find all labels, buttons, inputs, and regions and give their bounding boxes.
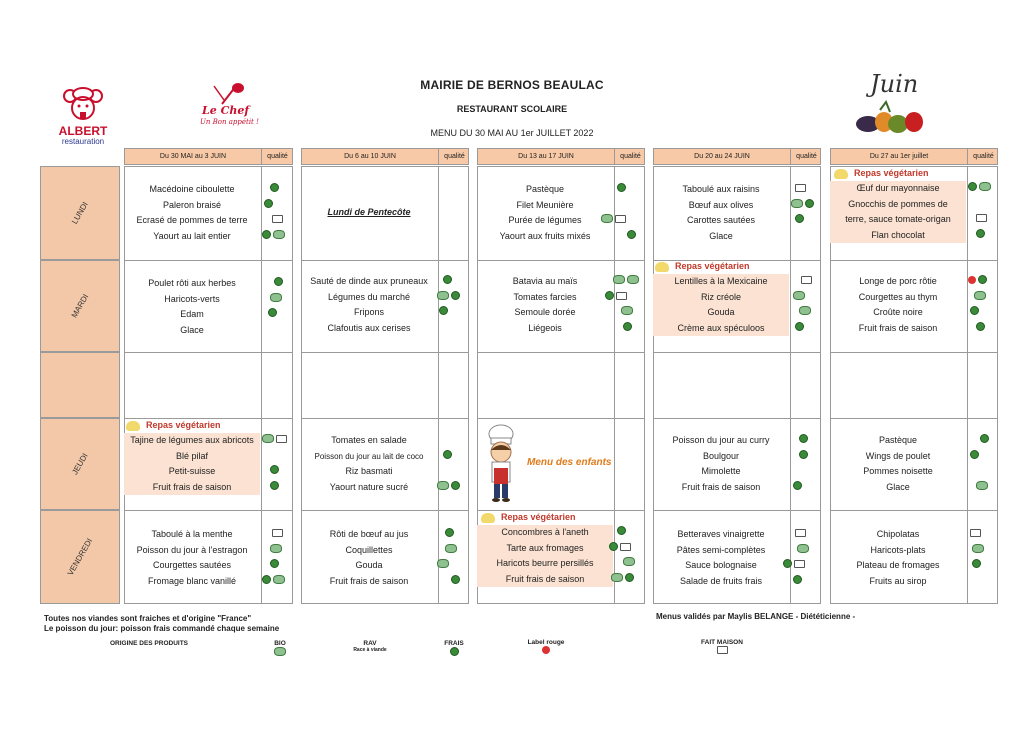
legend-rav-sub: Race à viande [353,647,387,653]
frais-icon [264,199,273,208]
fait-maison-icon [795,184,806,192]
menu-item: Semoule dorée [514,307,576,317]
menu-item: Carottes sautées [686,215,756,225]
albert-name: ALBERT [58,124,108,138]
menu-item: Clafoutis aux cerises [327,322,411,333]
day-vendredi [40,510,120,604]
menu-item: Plateau de fromages [856,560,940,570]
fait-maison-icon [276,435,287,443]
frais-icon [445,528,454,537]
menu-item: Crème aux spéculoos [653,321,789,337]
w1-lundi [124,182,293,244]
frais-icon [968,182,977,191]
menu-item: Croûte noire [873,307,923,317]
week2-quality-label: qualité [438,149,470,165]
w3-veg-label: Repas végétarien [481,512,576,523]
frais-icon [274,277,283,286]
menu-item: Tomates en salade [331,435,407,445]
w3-lundi [477,182,645,244]
bio-icon [976,481,988,490]
w4-jeudi [653,433,821,495]
legend-origin-title: ORIGINE DES PRODUITS [110,640,189,647]
frais-icon [617,526,626,535]
menu-item: Chipolatas [876,529,920,539]
bio-icon [611,573,623,582]
week3-header [477,148,645,165]
menu-item: Fruit frais de saison [329,575,409,586]
frais-icon [443,275,452,284]
fait-maison-icon [970,529,981,537]
menu-item: Poulet rôti aux herbes [148,278,236,288]
frais-icon [605,291,614,300]
bio-icon [613,275,625,284]
menu-item: Coquillettes [345,544,393,555]
frais-icon [609,542,618,551]
bio-icon [437,481,449,490]
frais-icon [795,322,804,331]
menu-item: Tarte aux fromages [477,541,613,557]
week4-dates: Du 20 au 24 JUIN [694,153,750,160]
juin-logo [840,70,930,140]
frais-icon [451,291,460,300]
w2-vendredi [301,527,469,589]
fait-maison-icon [272,529,283,537]
legend-fait-maison [690,639,754,656]
menu-item: Pommes noisette [863,466,933,476]
menu-item: Pastèque [525,184,565,194]
menu-item: Yaourt au lait entier [153,230,231,241]
frais-icon [617,183,626,192]
frais-icon [623,322,632,331]
bio-icon [274,647,286,656]
legend-bio-label: BIO [274,640,286,647]
vegetables-icon [850,100,930,136]
menu-item: Poisson du jour à l'estragon [136,544,248,555]
fait-maison-icon [272,215,283,223]
w5-lundi [830,181,998,243]
week5-header [830,148,998,165]
w5-mardi [830,274,998,336]
menu-item: Bœuf aux olives [688,199,754,210]
frais-icon [270,559,279,568]
fait-maison-icon [717,646,728,654]
day-mercredi [40,352,120,418]
day-lundi-label: LUNDI [70,200,90,226]
menu-item: Longe de porc rôtie [859,276,937,286]
bio-icon [799,306,811,315]
w1-jeudi [124,433,293,495]
menu-item: Fruit frais de saison [124,480,260,496]
bio-icon [262,434,274,443]
week5-quality-label: qualité [967,149,999,165]
w1-veg-label: Repas végétarien [126,420,221,431]
menu-item: Poisson du jour au curry [672,435,770,445]
w5-vendredi [830,527,998,589]
menu-item: Fruit frais de saison [477,572,613,588]
menu-item: Ecrasé de pommes de terre [136,215,248,225]
w2-lundi-pentecote: Lundi de Pentecôte [327,207,411,217]
frais-icon [793,481,802,490]
vegetarian-pot-icon [481,513,495,523]
legend-rav-label: RAV [363,640,377,647]
legend-fait-maison-label: FAIT MAISON [701,639,743,646]
fait-maison-icon [615,215,626,223]
fait-maison-icon [976,214,987,222]
menu-item: Courgettes au thym [858,291,938,302]
fait-maison-icon [616,292,627,300]
w4-lundi [653,182,821,244]
menu-item: Concombres à l'aneth [477,525,613,541]
bio-icon [273,230,285,239]
legend-frais-label: FRAIS [444,640,464,647]
week4-header [653,148,821,165]
footer-fish-note: Le poisson du jour: poisson frais commandé chaque semaine [44,624,280,633]
bio-icon [270,293,282,302]
week1-header [124,148,293,165]
child-chef-illustration [482,424,520,504]
frais-icon [270,481,279,490]
menu-item: Fripons [353,307,384,317]
fait-maison-icon [794,560,805,568]
week4-quality-label: qualité [790,149,822,165]
frais-icon [270,183,279,192]
bio-icon [621,306,633,315]
frais-icon [268,308,277,317]
menu-item: Boulgour [702,450,740,461]
frais-icon [805,199,814,208]
w4-veg-label: Repas végétarien [655,261,750,272]
menu-item: Haricots beurre persillés [477,556,613,572]
bio-icon [270,544,282,553]
menu-item: Œuf dur mayonnaise [830,181,966,197]
bio-icon [445,544,457,553]
menu-item: Fruits au sirop [869,575,927,586]
bio-icon [623,557,635,566]
w1-mardi [124,276,293,338]
menu-item: Glace [180,324,204,335]
week1-quality-label: qualité [261,149,293,165]
legend-bio [262,640,298,658]
menu-item: Salade de fruits frais [679,575,763,586]
fait-maison-icon [801,276,812,284]
menu-item: Purée de légumes [508,215,582,225]
menu-item: Gouda [355,560,383,570]
w3-vendredi [477,525,645,587]
frais-icon [976,322,985,331]
day-jeudi [40,418,120,510]
frais-icon [978,275,987,284]
frais-icon [972,559,981,568]
menu-item: Glace [886,481,910,492]
week2-dates: Du 6 au 10 JUIN [344,153,396,160]
menu-item: Sauté de dinde aux pruneaux [310,276,428,286]
menu-item: Betteraves vinaigrette [677,529,765,539]
week1-dates: Du 30 MAI au 3 JUIN [159,153,227,160]
menu-item: Riz créole [653,290,789,306]
frais-icon [451,481,460,490]
frais-icon [625,573,634,582]
legend-rav [352,640,388,653]
fait-maison-icon [795,529,806,537]
menu-item: Fruit frais de saison [681,481,761,492]
menu-item: Lentilles à la Mexicaine [653,274,789,290]
menu-item: Pastèque [878,435,918,445]
bio-icon [791,199,803,208]
chef-utensils-icon [208,82,258,106]
menu-item: Fruit frais de saison [858,322,938,333]
menu-item: Taboulé à la menthe [151,529,233,539]
menu-item: Haricots-plats [870,544,926,555]
legend-label-rouge [518,639,574,656]
menu-item: Glace [709,230,733,241]
w5-jeudi [830,433,998,495]
menu-item: Tomates farcies [513,291,577,302]
menu-item: Haricots-verts [164,293,220,304]
menu-item: Blé pilaf [124,449,260,465]
fait-maison-icon [620,543,631,551]
frais-icon [783,559,792,568]
frais-icon [443,450,452,459]
menu-item: Sauce bolognaise [685,560,757,570]
menu-item: Fromage blanc vanillé [147,575,237,586]
menu-item: Edam [180,309,204,319]
bear-chef-icon [60,86,106,120]
menu-item: Yaourt aux fruits mixés [499,230,591,241]
bio-icon [437,559,449,568]
menu-item: Taboulé aux raisins [682,184,760,194]
frais-icon [451,575,460,584]
day-mardi [40,260,120,352]
frais-icon [976,229,985,238]
frais-icon [270,465,279,474]
menu-item: Flan chocolat [830,228,966,244]
menu-item: Poisson du jour au lait de coco [314,451,424,461]
week3-quality-label: qualité [614,149,646,165]
bio-icon [627,275,639,284]
frais-icon [970,450,979,459]
menu-item: Batavia au maïs [512,276,578,286]
frais-icon [980,434,989,443]
bio-icon [273,575,285,584]
bio-icon [974,291,986,300]
day-jeudi-label: JEUDI [70,451,90,477]
frais-icon [970,306,979,315]
menu-item: Légumes du marché [327,291,411,302]
w2-mardi [301,274,469,336]
menu-date-range: MENU DU 30 MAI AU 1er JUILLET 2022 [430,128,594,138]
bio-icon [793,291,805,300]
frais-icon [627,230,636,239]
legend-label-rouge-text: Label rouge [527,639,565,646]
w3-menu-des-enfants: Menu des enfants [527,457,612,468]
w4-mardi [653,274,821,336]
vegetarian-pot-icon [655,262,669,272]
albert-restauration-logo [48,86,118,148]
frais-icon [799,450,808,459]
week2-header [301,148,469,165]
chef-text: Le Chef [202,104,250,117]
menu-item: Macédoine ciboulette [149,184,235,194]
week5-dates: Du 27 au 1er juillet [869,153,929,160]
day-vendredi-label: VENDREDI [65,536,95,578]
bio-icon [601,214,613,223]
menu-item: Gouda [653,305,789,321]
label-rouge-icon [968,276,976,284]
day-lundi [40,166,120,260]
w2-jeudi [301,433,469,495]
menu-item: Gnocchis de pommes de [830,197,966,213]
frais-icon [262,230,271,239]
menu-item: Rôti de bœuf au jus [329,529,409,539]
frais-icon [450,647,459,656]
le-chef-logo [200,82,280,134]
menu-item: terre, sauce tomate-origan [830,212,966,228]
menu-item: Paleron braisé [162,199,222,210]
vegetarian-pot-icon [834,169,848,179]
page-title: MAIRIE DE BERNOS BEAULAC [420,78,604,92]
menu-item: Filet Meunière [516,199,574,210]
chef-tagline: Un Bon appétit ! [200,118,259,126]
frais-icon [439,306,448,315]
w4-vendredi [653,527,821,589]
bio-icon [972,544,984,553]
menu-item: Pâtes semi-complètes [676,544,766,555]
menu-item: Liégeois [528,322,562,333]
vegetarian-pot-icon [126,421,140,431]
week3-dates: Du 13 au 17 JUIN [518,153,574,160]
albert-sub: restauration [61,137,105,146]
frais-icon [262,575,271,584]
w3-mardi [477,274,645,336]
juin-word: Juin [870,70,919,98]
w1-vendredi [124,527,293,589]
menu-item: Mimolette [701,466,741,476]
menu-item: Tajine de légumes aux abricots [124,433,260,449]
frais-icon [793,575,802,584]
footer-validated: Menus validés par Maylis BELANGE - Diététicienne - [656,612,856,621]
legend-frais [436,640,472,658]
menu-item: Riz basmati [345,466,393,476]
footer-meat-origin: Toutes nos viandes sont fraiches et d'origine "France" [44,614,252,623]
menu-item: Petit-suisse [124,464,260,480]
w5-veg-label: Repas végétarien [834,168,929,179]
menu-item: Courgettes sautées [152,560,232,570]
day-mardi-label: MARDI [69,292,91,320]
menu-item: Wings de poulet [865,450,931,461]
label-rouge-icon [542,646,550,654]
bio-icon [437,291,449,300]
frais-icon [799,434,808,443]
frais-icon [795,214,804,223]
bio-icon [797,544,809,553]
page-subtitle: RESTAURANT SCOLAIRE [456,104,568,114]
menu-item: Yaourt nature sucré [329,481,409,492]
bio-icon [979,182,991,191]
